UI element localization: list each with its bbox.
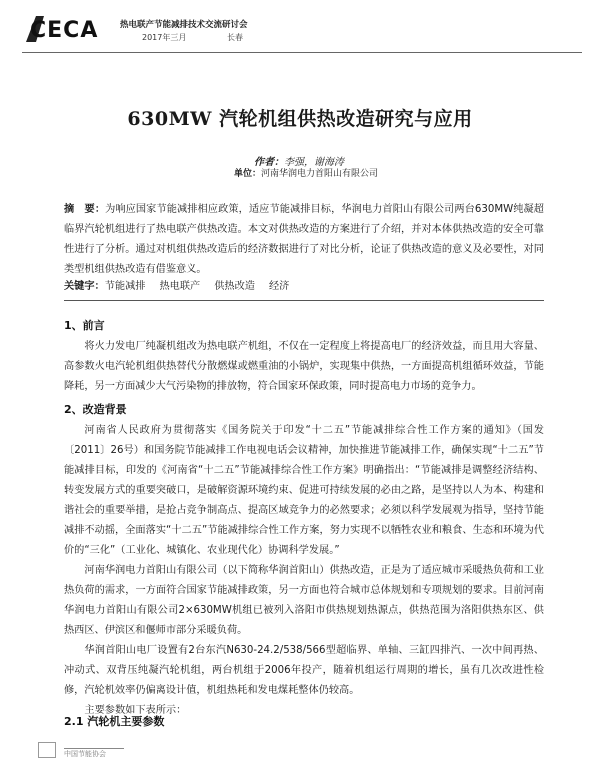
abstract-label: 摘 要：: [64, 204, 106, 215]
keyword: 经济: [269, 281, 290, 292]
abstract: [64, 200, 544, 280]
conference-header: [22, 12, 582, 52]
authors-label: 作者：: [254, 157, 284, 168]
paragraph: 河南省人民政府为贯彻落实《国务院关于印发“十二五”节能减排综合性工作方案的通知》（国发〔2011〕26号）和国务院节能减排工作电视电话会议精神，加快推进节能减排工作，确保实现“十二五”节能减排目标，印发的《河南省“十二五”节能减排综合性工作方案》明确指出：“节能减排是调整经济结构、转变发展方式的重要突破口，是破解资源环境约束、促进可持续发展的必由之路，是坚持以人为本、构建和谐社会的重要举措，是抢占竞争制高点、提高区域竞争力的必然要求；必须以科学发展观为指导，坚持节能减排不动摇，全面落实“十二五”节能减排综合性工作方案，努力实现不以牺牲农业和粮食、生态和环境为代价的“三化”（工业化、城镇化、农业现代化）协调科学发展。”: [64, 425, 544, 556]
section-1-body: [64, 337, 544, 397]
paragraph: 华润首阳山电厂设置有2台东汽N630-24.2/538/566型超临界、单轴、三缸四排汽、一次中间再热、冲动式、双背压纯凝汽轮机组，两台机组于2006年投产，随着机组运行周期的增长，虽有几次改进性检修，汽轮机效率仍偏离设计值，机组热耗和发电煤耗整体仍较高。: [64, 645, 544, 696]
keyword: 热电联产: [159, 281, 201, 292]
keyword: 供热改造: [214, 281, 255, 292]
keywords: [64, 277, 544, 297]
page-corner-mark: [38, 742, 56, 758]
keyword: 节能减排: [104, 281, 146, 292]
section-2-body: [64, 421, 544, 721]
conference-date: 2017年三月: [142, 33, 187, 42]
unit-line: [234, 166, 378, 179]
paragraph: 河南华润电力首阳山有限公司（以下简称华润首阳山）供热改造，正是为了适应城市采暖热负荷和工业热负荷的需求，一方面符合国家节能减排政策，另一方面也符合城市总体规划和专项规划的要求。目前河南华润电力首阳山有限公司2×630MW机组已被列入洛阳市供热规划热源点，供热范围为洛阳供热东区、供热西区、伊滨区和偃师市部分采暖负荷。: [64, 565, 544, 636]
conference-name: 热电联产节能减排技术交流研讨会: [120, 20, 248, 30]
unit-label: 单位：: [234, 169, 262, 179]
section-2-1-title: 2.1 汽轮机主要参数: [64, 715, 165, 728]
unit-name: 河南华润电力首阳山有限公司: [261, 169, 379, 179]
paragraph: 将火力发电厂纯凝机组改为热电联产机组，不仅在一定程度上将提高电厂的经济效益，而且用大容量、高参数火电汽轮机组供热替代分散燃煤或燃重油的小锅炉，实现集中供热，一方面提高机组循环效益，节能降耗，另一方面减少大气污染物的排放物，符合国家环保政策，同时提高电力市场的竞争力。: [64, 341, 544, 392]
section-1-title: 1、前言: [64, 319, 105, 332]
logo-text: CECA: [30, 18, 99, 43]
header-divider: [22, 52, 582, 53]
abstract-text: 为响应国家节能减排相应政策，适应节能减排目标，华润电力首阳山有限公司两台630MW纯凝超临界汽轮机组进行了热电联产供热改造。本文对供热改造的方案进行了介绍，并对本体供热改造的安全可靠性进行了分析。通过对机组供热改造后的经济数据进行了对比分析，论证了供热改造的意义及必要性，对同类型机组供热改造有借鉴意义。: [64, 204, 544, 275]
ceca-logo: [22, 12, 112, 48]
footer-text: 中国节能协会: [64, 750, 106, 758]
paragraph: 主要参数如下表所示：: [84, 705, 187, 716]
conference-place: 长春: [227, 33, 243, 42]
section-2-title: 2、改造背景: [64, 403, 127, 416]
keywords-label: 关键字：: [64, 281, 105, 292]
paper-title: 630MW 汽轮机组供热改造研究与应用: [127, 108, 473, 130]
authors: 李强，谢海涛: [284, 157, 344, 168]
keywords-divider: [64, 300, 544, 301]
